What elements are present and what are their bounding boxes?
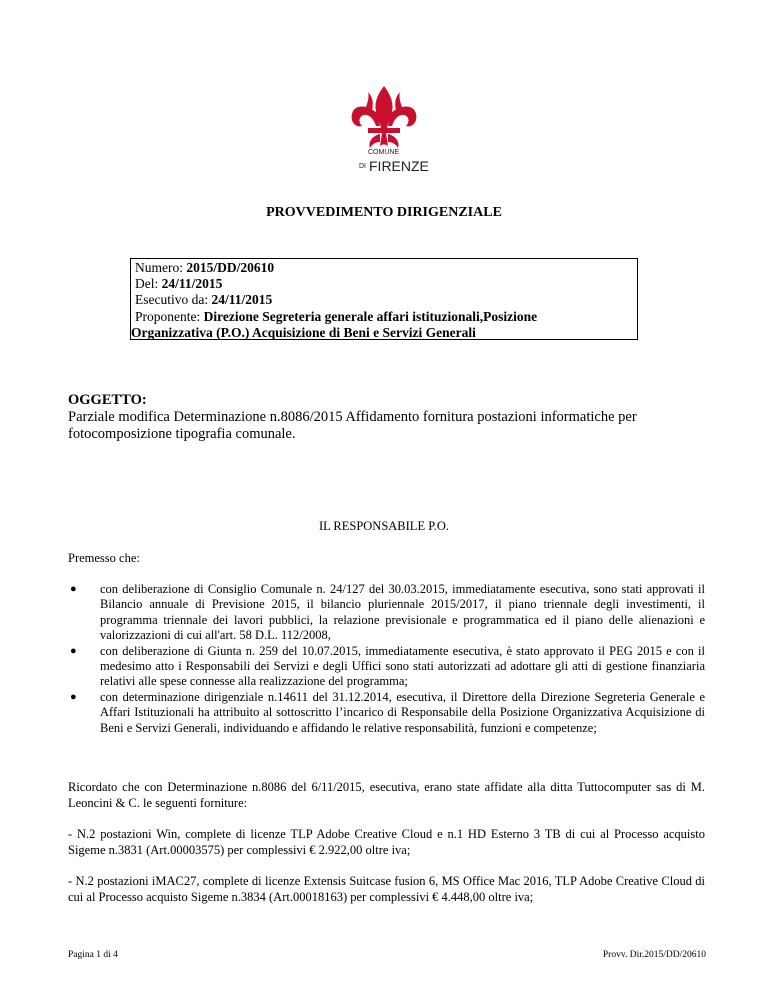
info-numero-row [135, 260, 637, 276]
paragraph-fornitura-imac: - N.2 postazioni iMAC27, complete di licenze Extensis Suitcase fusion 6, MS Office Mac 2016, TLP Adobe Creative Cloud di cui al Processo acquisto Sigeme n.3834 (Art.00018163) per complessivi € 4.448,00 oltre iva; [68, 874, 705, 904]
responsabile-heading: IL RESPONSABILE P.O. [318, 519, 450, 533]
logo-comune-text: COMUNE [368, 149, 400, 156]
esecutivo-label: Esecutivo da: [135, 292, 212, 308]
oggetto-section [68, 392, 708, 443]
list-item-text: con deliberazione di Giunta n. 259 del 10.07.2015, immediatamente esecutiva, è stato approvato il PEG 2015 e con il medesimo atto i Responsabili dei Servizi e degli Uffici sono stati autorizzati ad adottare gli atti di gestione finanziaria relativi alle spese connesse alla realizzazione del programma; [100, 643, 705, 689]
oggetto-text: Parziale modifica Determinazione n.8086/2015 Affidamento fornitura postazioni informatiche per fotocomposizione tipografia comunale. [68, 409, 637, 442]
numero-label: Numero: [135, 260, 187, 275]
list-item [70, 643, 705, 690]
info-proponente-row [135, 309, 637, 325]
proponente-value-2: Organizzativa (P.O.) Acquisizione di Beni e Servizi Generali [131, 324, 476, 340]
info-box [130, 258, 638, 340]
comune-di-firenze-logo [328, 84, 440, 174]
list-item [70, 689, 705, 736]
logo-di-text: DI [359, 163, 366, 170]
paragraph-ricordato: Ricordato che con Determinazione n.8086 del 6/11/2015, esecutiva, erano state affidate alla ditta Tuttocomputer sas di M. Leoncini & C. le seguenti forniture: [68, 780, 705, 810]
proponente-label: Proponente: [135, 308, 204, 324]
numero-value: 2015/DD/20610 [186, 260, 275, 275]
paragraph-fornitura-win: - N.2 postazioni Win, complete di licenze TLP Adobe Creative Cloud e n.1 HD Esterno 3 TB di cui al Processo acquisto Sigeme n.3831 (Art.00003575) per complessivi € 2.922,00 oltre iva; [68, 827, 705, 857]
fleur-de-lis-icon [352, 86, 417, 148]
del-value: 24/11/2015 [161, 276, 223, 292]
document-reference: Provv. Dir.2015/DD/20610 [602, 950, 706, 960]
del-label: Del: [135, 276, 162, 292]
oggetto-label: OGGETTO: [68, 392, 147, 408]
premesso-text: Premesso che: [68, 551, 140, 565]
premesso-list [70, 582, 705, 736]
page-number: Pagina 1 di 4 [68, 950, 118, 960]
info-proponente-row-2 [131, 325, 637, 341]
bullet-icon: ● [70, 644, 77, 657]
proponente-value-1: Direzione Segreteria generale affari istituzionali,Posizione [203, 308, 538, 324]
esecutivo-value: 24/11/2015 [211, 292, 273, 308]
list-item [70, 582, 705, 644]
document-heading: PROVVEDIMENTO DIRIGENZIALE [266, 205, 502, 220]
bullet-icon: ● [70, 583, 77, 595]
info-esecutivo-row [135, 292, 637, 308]
logo-firenze-text: FIRENZE [369, 158, 429, 174]
info-del-row [135, 276, 637, 292]
list-item-text: con determinazione dirigenziale n.14611 del 31.12.2014, esecutiva, il Direttore della Direzione Segreteria Generale e Affari Istituzionali ha attribuito al sottoscritto l’incarico di Responsabile della Posizione Organizzativa Acquisizione di Beni e Servizi Generali, individuando e affidando le relative responsabilità, funzioni e competenze; [100, 689, 705, 735]
list-item-text: con deliberazione di Consiglio Comunale n. 24/127 del 30.03.2015, immediatamente esecutiva, sono stati approvati il Bilancio annuale di Previsione 2015, il bilancio pluriennale 2015/2017, il piano triennale degli investimenti, il programma triennale dei lavori pubblici, la relazione previsionale e programmatica ed il piano delle alienazioni e valorizzazioni di cui all'art. 58 D.L. 112/2008, [100, 582, 705, 643]
bullet-icon: ● [70, 690, 77, 703]
